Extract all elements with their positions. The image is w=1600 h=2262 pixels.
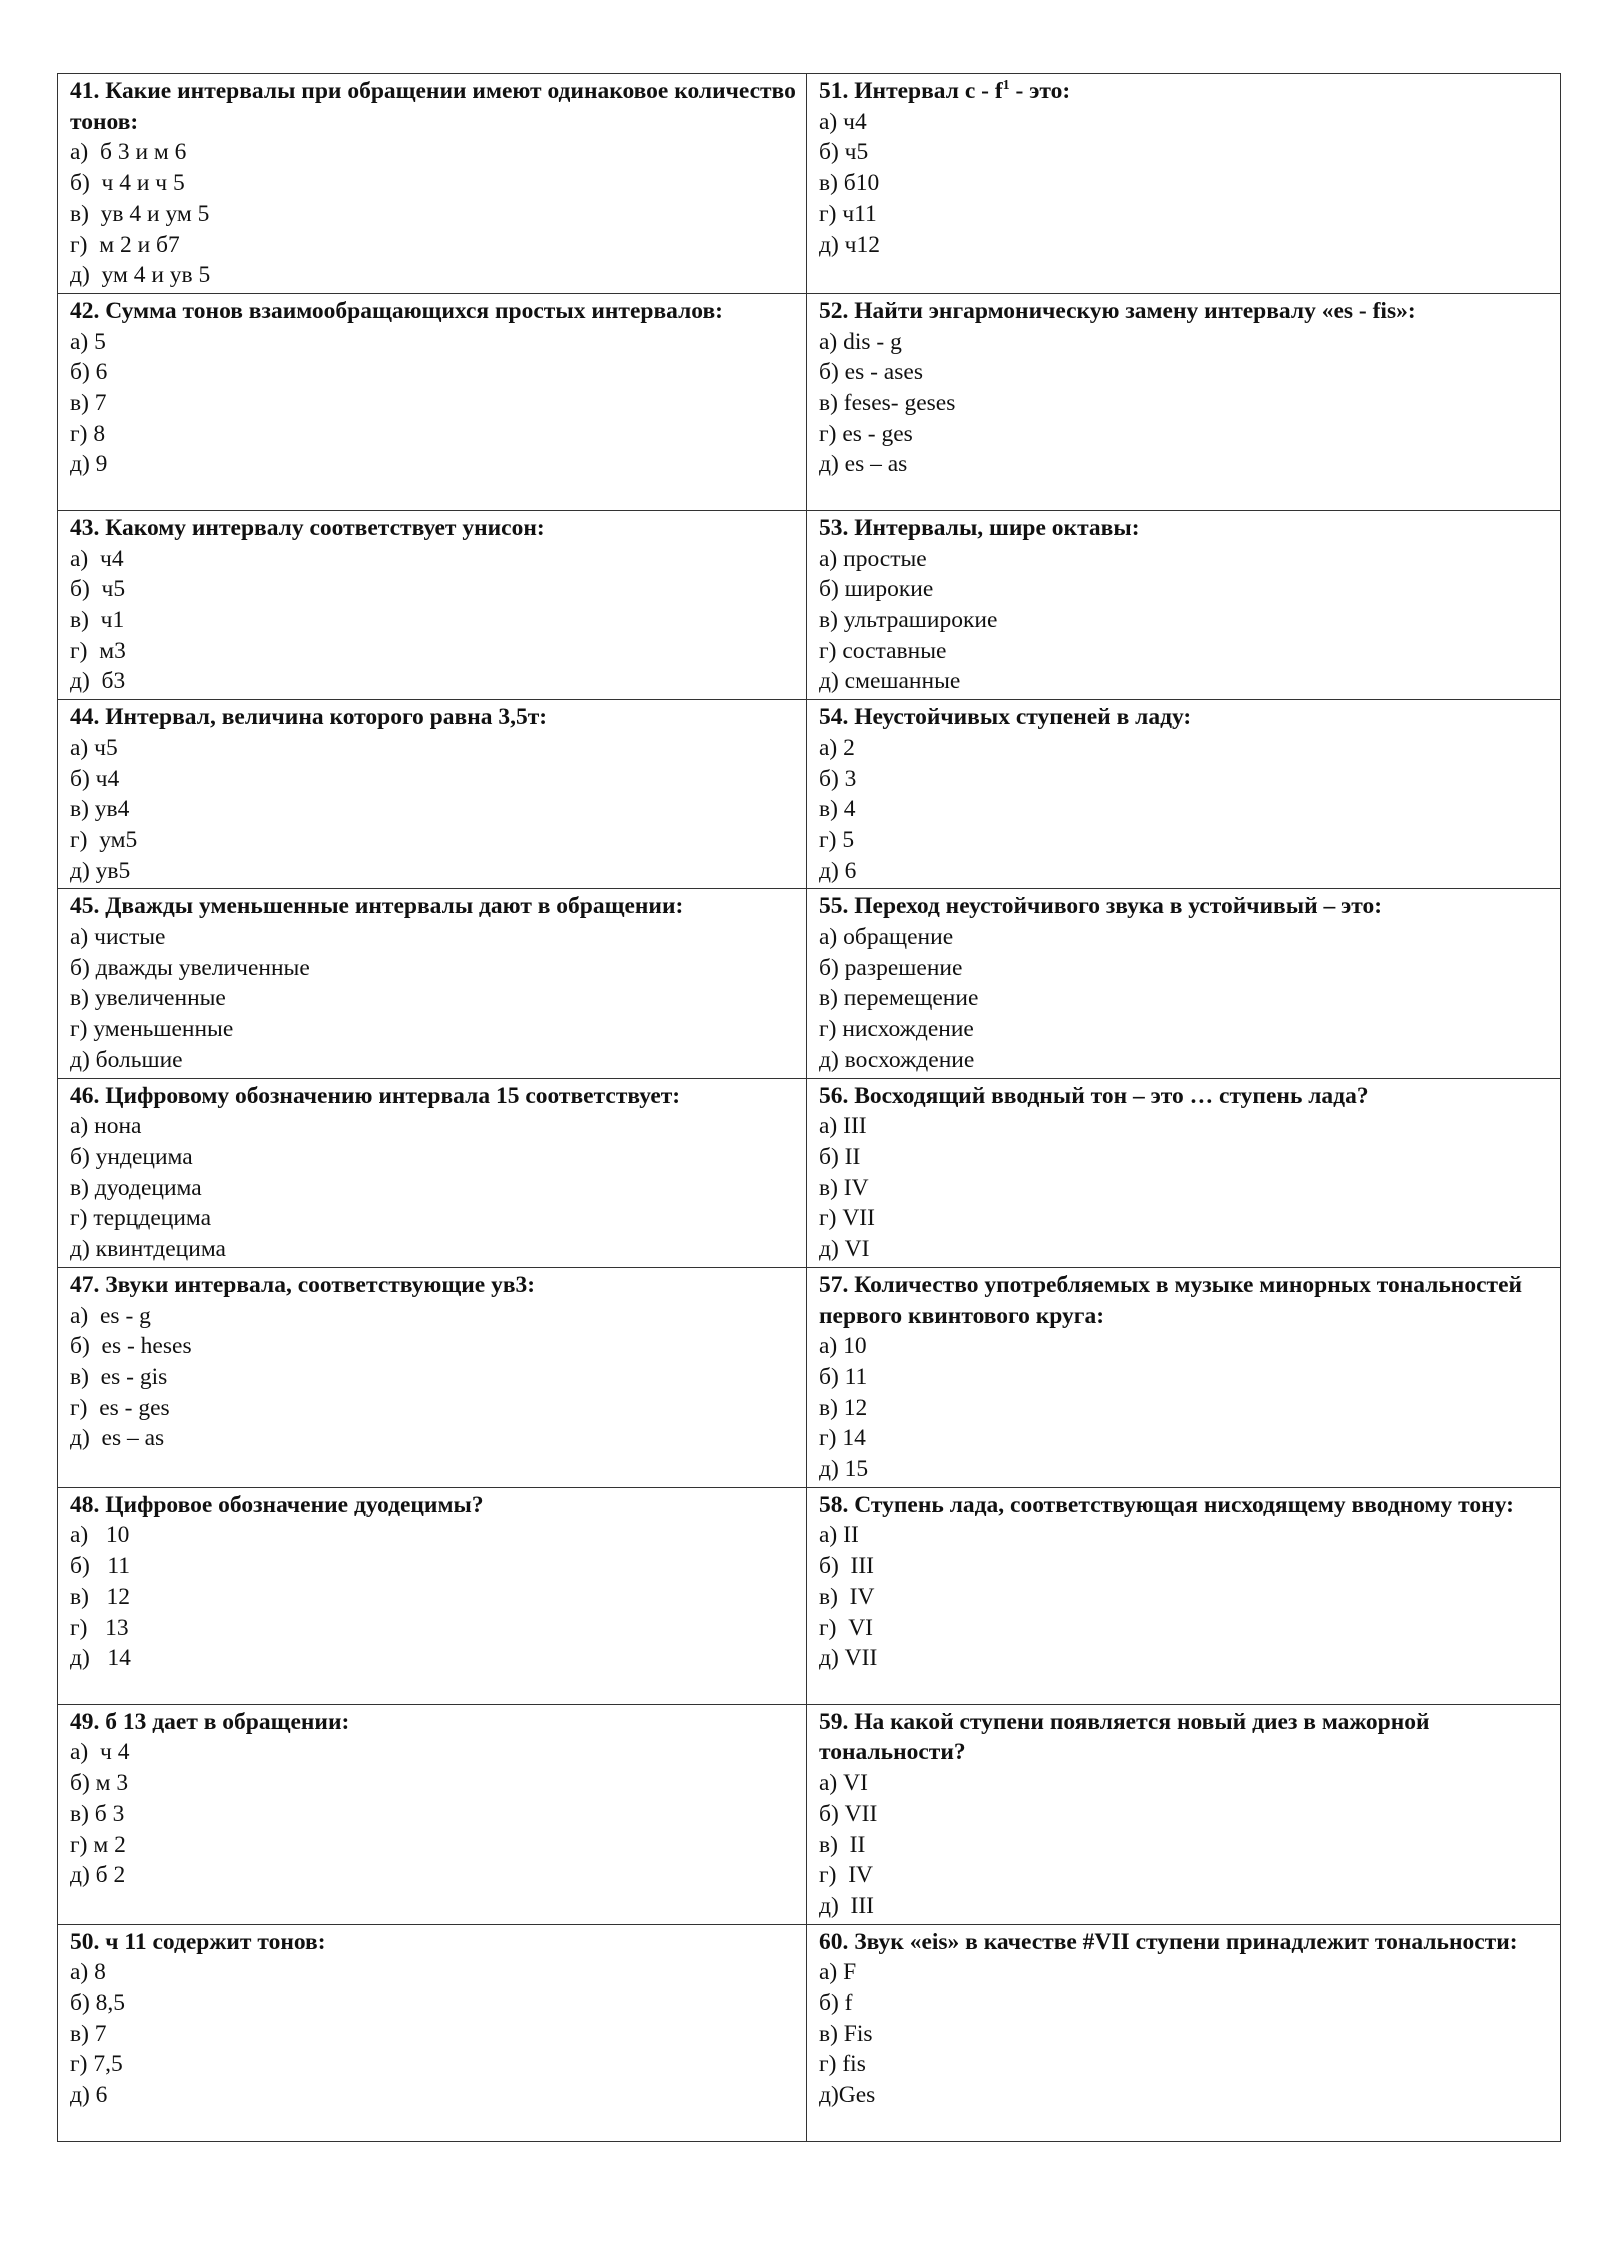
answer-option: д) 6 <box>70 2082 108 2109</box>
answer-option: б) ч5 <box>70 576 126 603</box>
answer-option: в) ув 4 и ум 5 <box>70 200 210 227</box>
answer-option: а) ч 4 <box>70 1739 130 1766</box>
answer-option: д) восхождение <box>819 1046 975 1073</box>
answer-option: в) 12 <box>70 1583 131 1610</box>
answer-option: б) широкие <box>819 576 934 603</box>
question-cell-right <box>807 74 1561 294</box>
answer-option: в) перемещение <box>819 985 979 1012</box>
answer-option: г) fis <box>819 2051 866 2078</box>
answer-option: а) 5 <box>70 328 106 355</box>
question-cell-left <box>58 74 807 294</box>
answer-option: г) 7,5 <box>70 2051 123 2078</box>
question-text-part: 51. Интервал c - f <box>819 78 1003 104</box>
answer-option: г) 8 <box>70 420 106 447</box>
answer-option: в) IV <box>819 1174 869 1201</box>
question-cell-right <box>807 1487 1561 1704</box>
answer-option: в) 4 <box>819 796 856 823</box>
question-row <box>58 1487 1561 1704</box>
question-text: 53. Интервалы, шире октавы: <box>819 514 1140 541</box>
answer-option: г) VI <box>819 1614 874 1641</box>
question-text: 46. Цифровому обозначению интервала 15 соответствует: <box>70 1082 681 1109</box>
answer-option: в) IV <box>819 1583 875 1610</box>
question-row <box>58 1078 1561 1267</box>
answer-option: в) 7 <box>70 390 107 417</box>
answer-option: а) обращение <box>819 924 954 951</box>
answer-option: в) увеличенные <box>70 985 226 1012</box>
answer-option: д) б 2 <box>70 1862 126 1889</box>
answer-option: в) 7 <box>70 2020 107 2047</box>
answer-option: а) 2 <box>819 734 855 761</box>
question-cell-right <box>807 510 1561 699</box>
answer-option: г) ум5 <box>70 826 138 853</box>
answer-option: г) терцдецима <box>70 1205 212 1232</box>
answer-option: б) м 3 <box>70 1770 129 1797</box>
question-row <box>58 889 1561 1078</box>
answer-option: б) 8,5 <box>70 1990 126 2017</box>
answer-option: б) дважды увеличенные <box>70 954 310 981</box>
answer-option: б) III <box>819 1553 875 1580</box>
answer-option: д) es – as <box>70 1425 165 1452</box>
question-cell-left <box>58 1078 807 1267</box>
answer-option: д) 15 <box>819 1456 869 1483</box>
answer-option: а) VI <box>819 1770 868 1797</box>
question-cell-left <box>58 1487 807 1704</box>
question-cell-left <box>58 293 807 510</box>
question-text: 47. Звуки интервала, соответствующие ув3: <box>70 1271 536 1298</box>
octave-superscript: 1 <box>1002 78 1010 93</box>
answer-option: д) 14 <box>70 1645 131 1672</box>
answer-option: б) VII <box>819 1800 878 1827</box>
answer-option: г) es - ges <box>819 420 913 447</box>
answer-option: а) III <box>819 1113 867 1140</box>
answer-option: а) 8 <box>70 1959 106 1986</box>
question-cell-right <box>807 1267 1561 1487</box>
answer-option: а) ч5 <box>70 734 118 761</box>
question-cell-right <box>807 889 1561 1078</box>
answer-option: в) ув4 <box>70 796 130 823</box>
answer-option: г) ч11 <box>819 200 877 227</box>
answer-option: д) VII <box>819 1645 878 1672</box>
answer-option: б) es - ases <box>819 359 923 386</box>
answer-option: г) es - ges <box>70 1394 170 1421</box>
answer-option: в) б 3 <box>70 1800 125 1827</box>
question-text: 55. Переход неустойчивого звука в устойчивый – это: <box>819 893 1383 920</box>
answer-option: б) 6 <box>70 359 108 386</box>
answer-option: в) ч1 <box>70 607 125 634</box>
answer-option: б) разрешение <box>819 954 963 981</box>
answer-option: в) Fis <box>819 2020 873 2047</box>
answer-option: д) смешанные <box>819 668 961 695</box>
answer-option: в) дуодецима <box>70 1174 202 1201</box>
answer-option: а) чистые <box>70 924 166 951</box>
answer-option: г) уменьшенные <box>70 1016 234 1043</box>
answer-option: а) II <box>819 1522 859 1549</box>
question-row <box>58 1267 1561 1487</box>
answer-option: б) ч5 <box>819 139 869 166</box>
question-row <box>58 1704 1561 1924</box>
answer-option: д) 9 <box>70 451 108 478</box>
question-text <box>819 76 1550 107</box>
question-cell-left <box>58 889 807 1078</box>
answer-option: г) нисхождение <box>819 1016 974 1043</box>
answer-option: б) 11 <box>819 1363 868 1390</box>
answer-option: д) ум 4 и ув 5 <box>70 262 211 289</box>
answer-option: в) 12 <box>819 1394 868 1421</box>
question-row <box>58 510 1561 699</box>
answer-option: в) б10 <box>819 170 880 197</box>
answer-option: д) 6 <box>819 857 857 884</box>
answer-option: в) ультраширокие <box>819 607 998 634</box>
answer-option: д)Ges <box>819 2082 876 2109</box>
question-text: 44. Интервал, величина которого равна 3,5т: <box>70 704 548 731</box>
question-text: 41. Какие интервалы при обращении имеют одинаковое количество тонов: <box>70 78 796 135</box>
question-cell-right <box>807 1924 1561 2141</box>
answer-option: б) II <box>819 1143 861 1170</box>
answer-option: д) ч12 <box>819 231 880 258</box>
question-text: 57. Количество употребляемых в музыке минорных тональностей первого квинтового круга: <box>819 1271 1523 1329</box>
answer-option: в) II <box>819 1831 866 1858</box>
answer-option: д) es – as <box>819 451 908 478</box>
answer-option: д) квинтдецима <box>70 1236 226 1263</box>
answer-option: б) 11 <box>70 1553 131 1580</box>
question-row <box>58 293 1561 510</box>
answer-option: д) б3 <box>70 668 126 695</box>
answer-option: б) ч 4 и ч 5 <box>70 170 185 197</box>
question-text: 48. Цифровое обозначение дуодецимы? <box>70 1491 484 1518</box>
answer-option: а) F <box>819 1959 857 1986</box>
question-text: 59. На какой ступени появляется новый диез в мажорной тональности? <box>819 1708 1430 1766</box>
question-text: 49. б 13 дает в обращении: <box>70 1708 350 1735</box>
answer-option: а) простые <box>819 545 927 572</box>
answer-option: а) ч4 <box>819 108 867 135</box>
answer-option: б) 3 <box>819 765 857 792</box>
answer-option: б) es - heses <box>70 1333 192 1360</box>
answer-option: г) 13 <box>70 1614 129 1641</box>
answer-option: г) 14 <box>819 1425 866 1452</box>
question-text: 42. Сумма тонов взаимообращающихся простых интервалов: <box>70 297 723 324</box>
answer-option: а) es - g <box>70 1302 151 1329</box>
quiz-table <box>57 73 1561 2142</box>
answer-option: г) составные <box>819 637 947 664</box>
question-row <box>58 700 1561 889</box>
answer-option: а) б 3 и м 6 <box>70 139 187 166</box>
question-cell-left <box>58 510 807 699</box>
question-text: 60. Звук «eis» в качестве #VII ступени принадлежит тональности: <box>819 1928 1518 1955</box>
question-cell-left <box>58 1267 807 1487</box>
question-text: 43. Какому интервалу соответствует унисон: <box>70 514 545 541</box>
answer-option: д) VI <box>819 1236 870 1263</box>
answer-option: в) feses- geses <box>819 390 956 417</box>
answer-option: д) ув5 <box>70 857 131 884</box>
answer-option: д) III <box>819 1892 875 1919</box>
answer-option: г) VII <box>819 1205 875 1232</box>
answer-option: в) es - gis <box>70 1363 168 1390</box>
question-cell-left <box>58 700 807 889</box>
question-text: 58. Ступень лада, соответствующая нисходящему вводному тону: <box>819 1491 1514 1518</box>
answer-option: а) 10 <box>819 1333 867 1360</box>
answer-option: г) IV <box>819 1862 874 1889</box>
question-cell-right <box>807 700 1561 889</box>
answer-option: г) м3 <box>70 637 126 664</box>
question-row <box>58 74 1561 294</box>
question-cell-right <box>807 293 1561 510</box>
question-cell-left <box>58 1924 807 2141</box>
question-text: 45. Дважды уменьшенные интервалы дают в обращении: <box>70 893 684 920</box>
answer-option: б) f <box>819 1990 853 2017</box>
question-cell-right <box>807 1704 1561 1924</box>
question-text: 50. ч 11 содержит тонов: <box>70 1928 326 1955</box>
question-text-part: - это: <box>1009 78 1071 104</box>
question-cell-right <box>807 1078 1561 1267</box>
answer-option: д) большие <box>70 1046 183 1073</box>
question-row <box>58 1924 1561 2141</box>
question-cell-left <box>58 1704 807 1924</box>
answer-option: г) м 2 и б7 <box>70 231 180 258</box>
question-text: 56. Восходящий вводный тон – это … ступень лада? <box>819 1082 1369 1109</box>
answer-option: а) dis - g <box>819 328 902 355</box>
answer-option: г) 5 <box>819 826 855 853</box>
answer-option: б) ундецима <box>70 1143 193 1170</box>
answer-option: а) ч4 <box>70 545 124 572</box>
answer-option: г) м 2 <box>70 1831 126 1858</box>
question-text: 52. Найти энгармоническую замену интервалу «es - fis»: <box>819 297 1416 324</box>
answer-option: б) ч4 <box>70 765 120 792</box>
question-text: 54. Неустойчивых ступеней в ладу: <box>819 704 1192 731</box>
answer-option: а) нона <box>70 1113 142 1140</box>
answer-option: а) 10 <box>70 1522 130 1549</box>
